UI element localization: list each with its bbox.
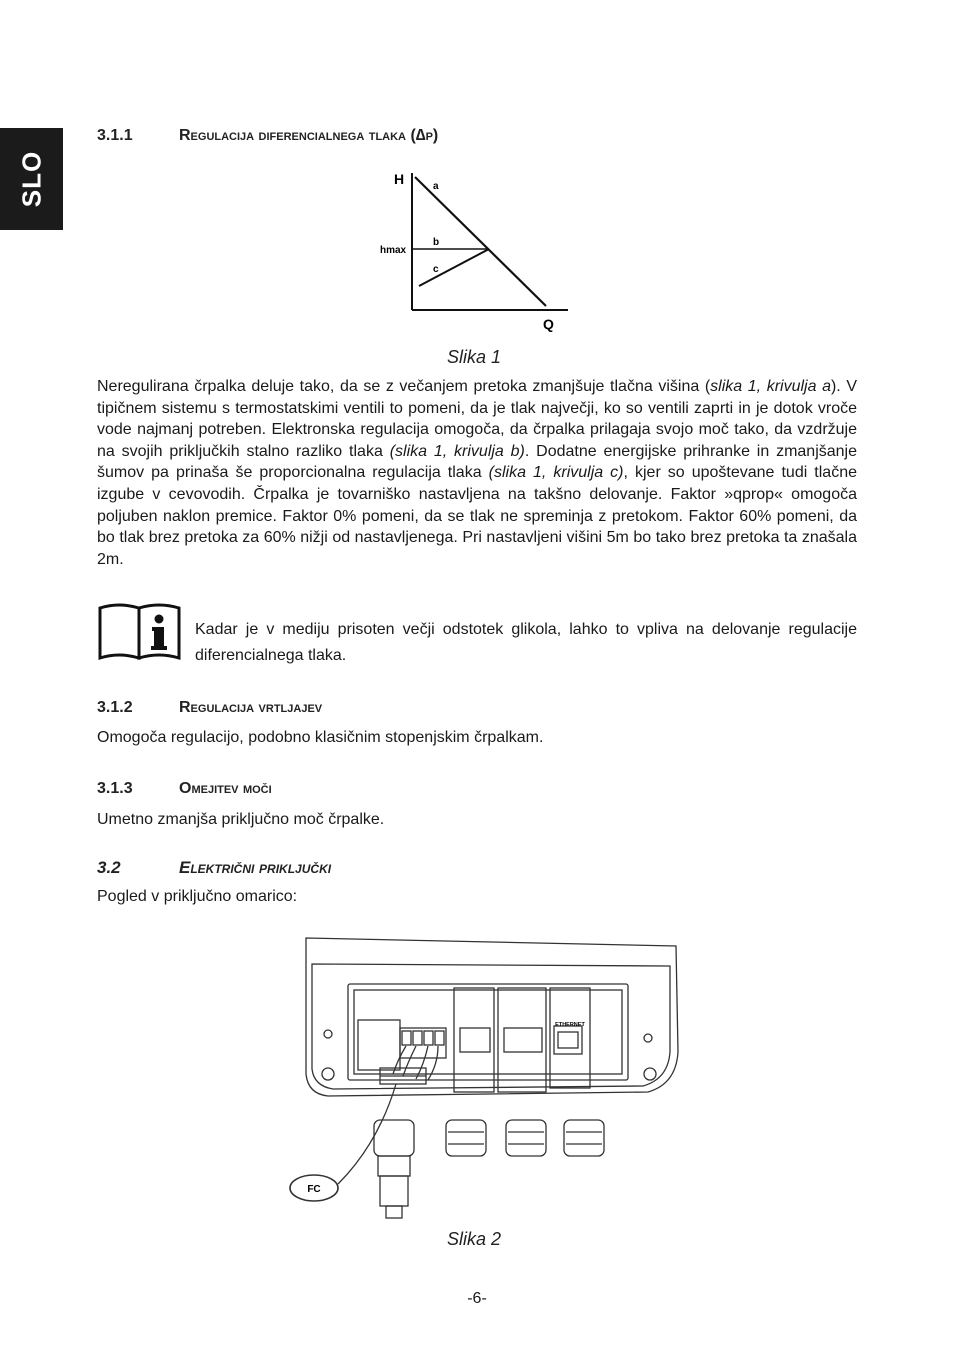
curve-c-label: c <box>433 264 439 275</box>
paragraph-pressure-regulation: Neregulirana črpalka deluje tako, da se z večanjem pretoka zmanjšuje tlačna višina (slika 1, krivulja a). V tipičnem sistemu s termostatskimi ventili to pomeni, da je tlak največji, ko so ventili zaprti in je dotok vroče vode najmanj potreben. Elektronska regulacija omogoča, da črpalka prilagaja svojo moč tako, da vzdržuje na svojih priključkih stalno razliko tlaka (slika 1, krivulja b). Dodatne energijske prihranke in zmanjšanje šumov pa prinaša še proporcionalna regulacija tlaka (slika 1, krivulja c), kjer so upoštevane tudi tlačne izgube v cevovodih. Črpalka je tovarniško nastavljena na takšno delovanje. Faktor »qprop« omogoča poljuben naklon premice. Faktor 0% pomeni, da se tlak ne spreminja z pretokom. Faktor 60% pomeni, da bo tlak brez pretoka za 60% nižji od nastavljenega. Pri nastavljeni višini 5m bo tako brez pretoka ta znašala 2m. <box>97 378 858 568</box>
section-313-number: 3.1.3 <box>97 780 133 797</box>
section-312-title: Regulacija vrtljajev <box>179 699 323 716</box>
section-32-text: Pogled v priključno omarico: <box>97 888 298 905</box>
section-311-number: 3.1.1 <box>97 127 133 144</box>
section-312-number: 3.1.2 <box>97 699 133 716</box>
info-book-icon <box>97 600 183 662</box>
ethernet-label: ETHERNET <box>555 1022 585 1028</box>
figure-2-terminal-box <box>288 934 688 1226</box>
section-311-title: Regulacija diferencialnega tlaka (∆p) <box>179 127 439 144</box>
hmax-label: hmax <box>380 245 407 256</box>
curve-b-label: b <box>433 237 440 248</box>
info-note-text: Kadar je v mediju prisoten večji odstotek glikola, lahko to vpliva na delovanje regulacije diferencialnega tlaka. <box>195 621 857 664</box>
section-313-text: Umetno zmanjša priključno moč črpalke. <box>97 811 385 828</box>
section-313-heading <box>97 780 272 798</box>
curve-c-line <box>419 249 489 286</box>
language-tab-label: SLO <box>16 150 46 208</box>
curve-a-label: a <box>433 181 439 192</box>
section-313-title: Omejitev moči <box>179 780 272 797</box>
section-32-heading <box>97 858 331 878</box>
section-32-title: Električni priključki <box>179 858 332 877</box>
section-32-number: 3.2 <box>97 858 121 877</box>
axis-q-label: Q <box>543 316 554 332</box>
figure-1-graph <box>372 165 582 337</box>
section-311-heading <box>97 127 438 145</box>
section-312-text: Omogoča regulacijo, podobno klasičnim stopenjskim črpalkam. <box>97 729 544 746</box>
page-number: -6- <box>467 1290 487 1307</box>
language-tab <box>0 128 63 230</box>
figure-2-caption: Slika 2 <box>447 1229 502 1249</box>
axis-h-label: H <box>394 171 405 187</box>
fc-label: FC <box>307 1184 321 1195</box>
section-312-heading <box>97 699 322 717</box>
figure-1-caption: Slika 1 <box>447 347 502 367</box>
